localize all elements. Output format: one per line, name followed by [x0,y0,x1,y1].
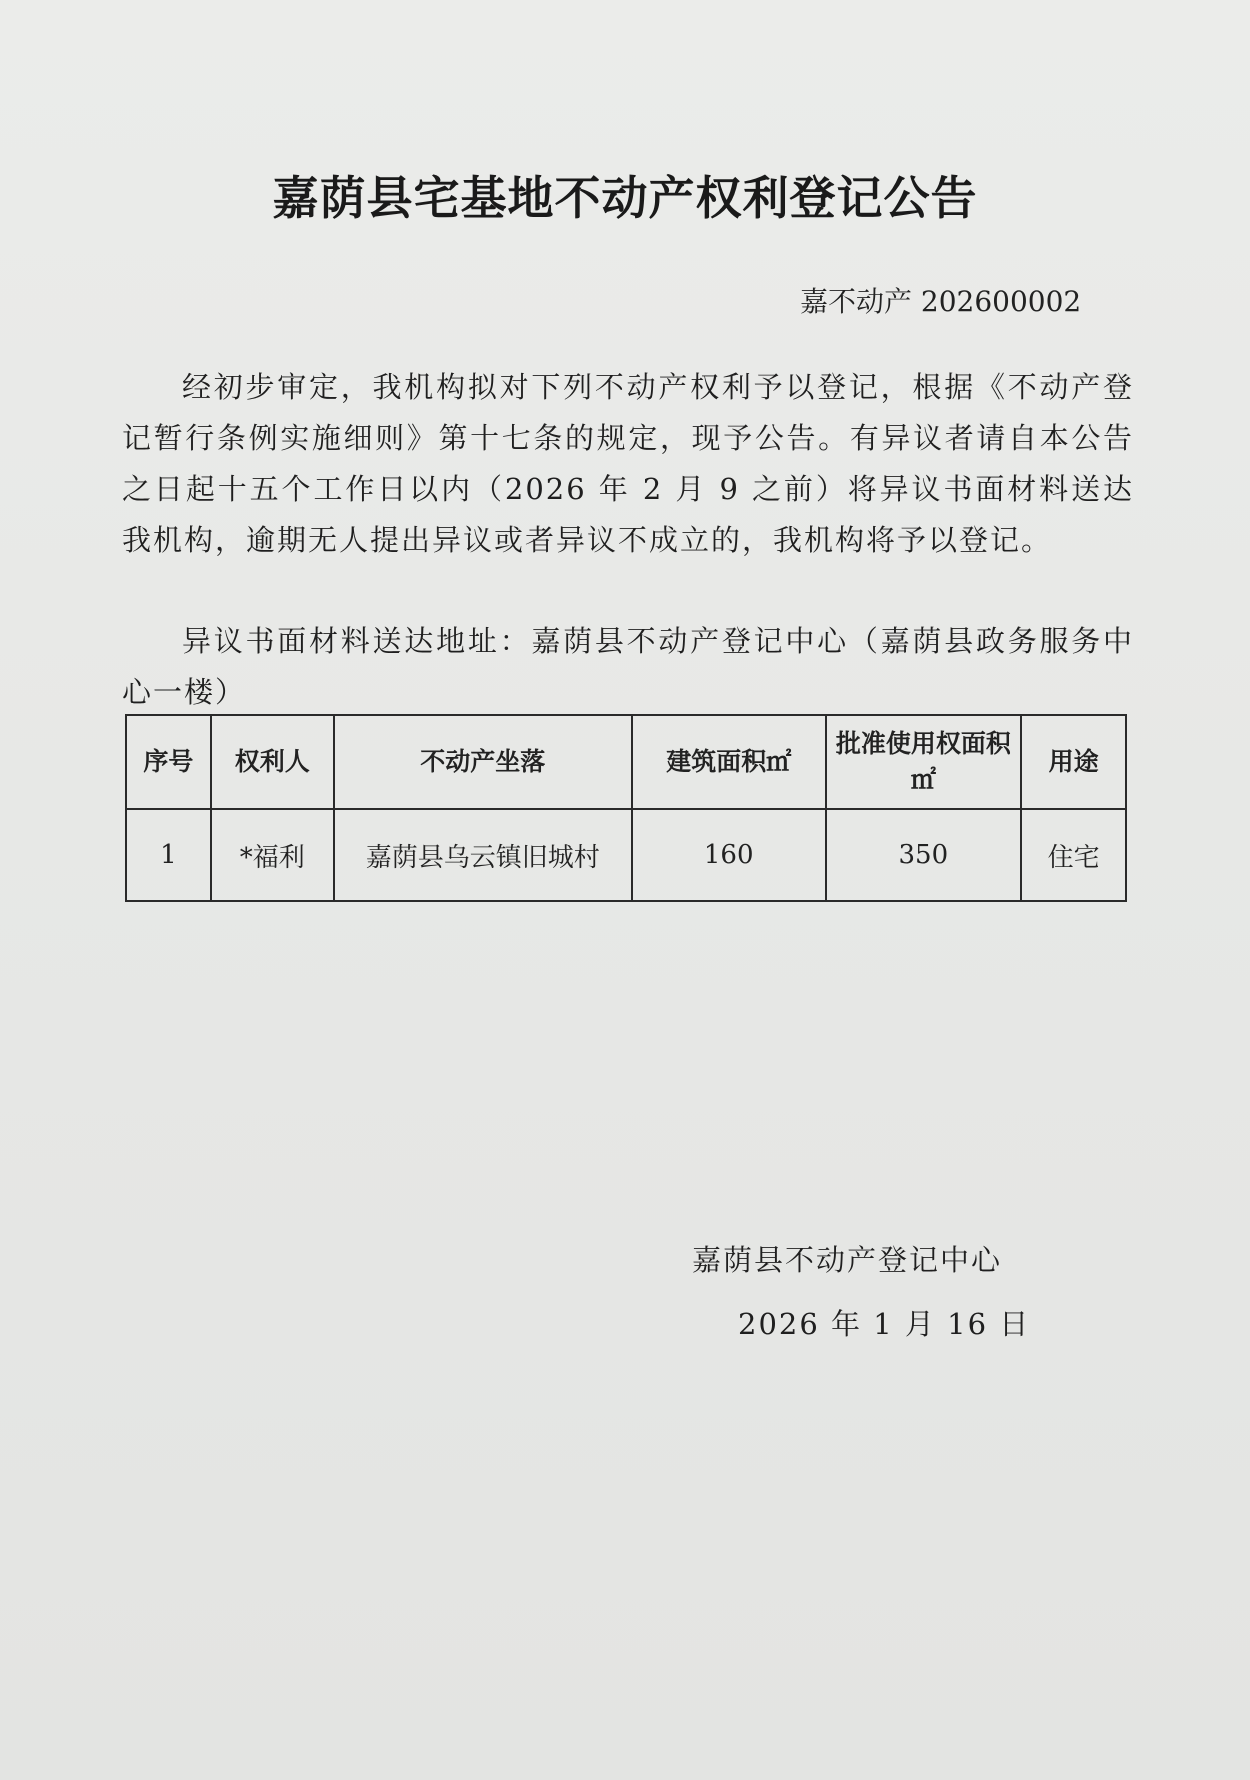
notice-paragraph: 经初步审定，我机构拟对下列不动产权利予以登记，根据《不动产登记暂行条例实施细则》第十七条的规定，现予公告。有异议者请自本公告之日起十五个工作日以内（2026 年 2 月 9 之前）将异议书面材料送达我机构，逾期无人提出异议或者异议不成立的，我机构将予以登记。 [122,370,1134,557]
cell-usage: 住宅 [1021,809,1126,901]
signature-organization: 嘉荫县不动产登记中心 [692,1243,1003,1277]
cell-approved-area: 350 [826,809,1022,901]
cell-index: 1 [126,809,211,901]
header-right-holder: 权利人 [211,715,334,809]
header-approved-area: 批准使用权面积㎡ [826,715,1022,809]
header-location: 不动产坐落 [334,715,632,809]
signature-date: 2026 年 1 月 16 日 [738,1307,1031,1341]
cell-location: 嘉荫县乌云镇旧城村 [334,809,632,901]
document-number: 嘉不动产 202600002 [800,285,1082,318]
table-row [126,809,1126,901]
cell-right-holder: *福利 [211,809,334,901]
header-usage: 用途 [1021,715,1126,809]
address-paragraph: 异议书面材料送达地址：嘉荫县不动产登记中心（嘉荫县政务服务中心一楼） [122,624,1134,709]
registration-table [125,714,1127,902]
document-title: 嘉荫县宅基地不动产权利登记公告 [272,171,978,225]
header-index: 序号 [126,715,211,809]
table-header-row [126,715,1126,809]
header-building-area: 建筑面积㎡ [632,715,826,809]
cell-building-area: 160 [632,809,826,901]
